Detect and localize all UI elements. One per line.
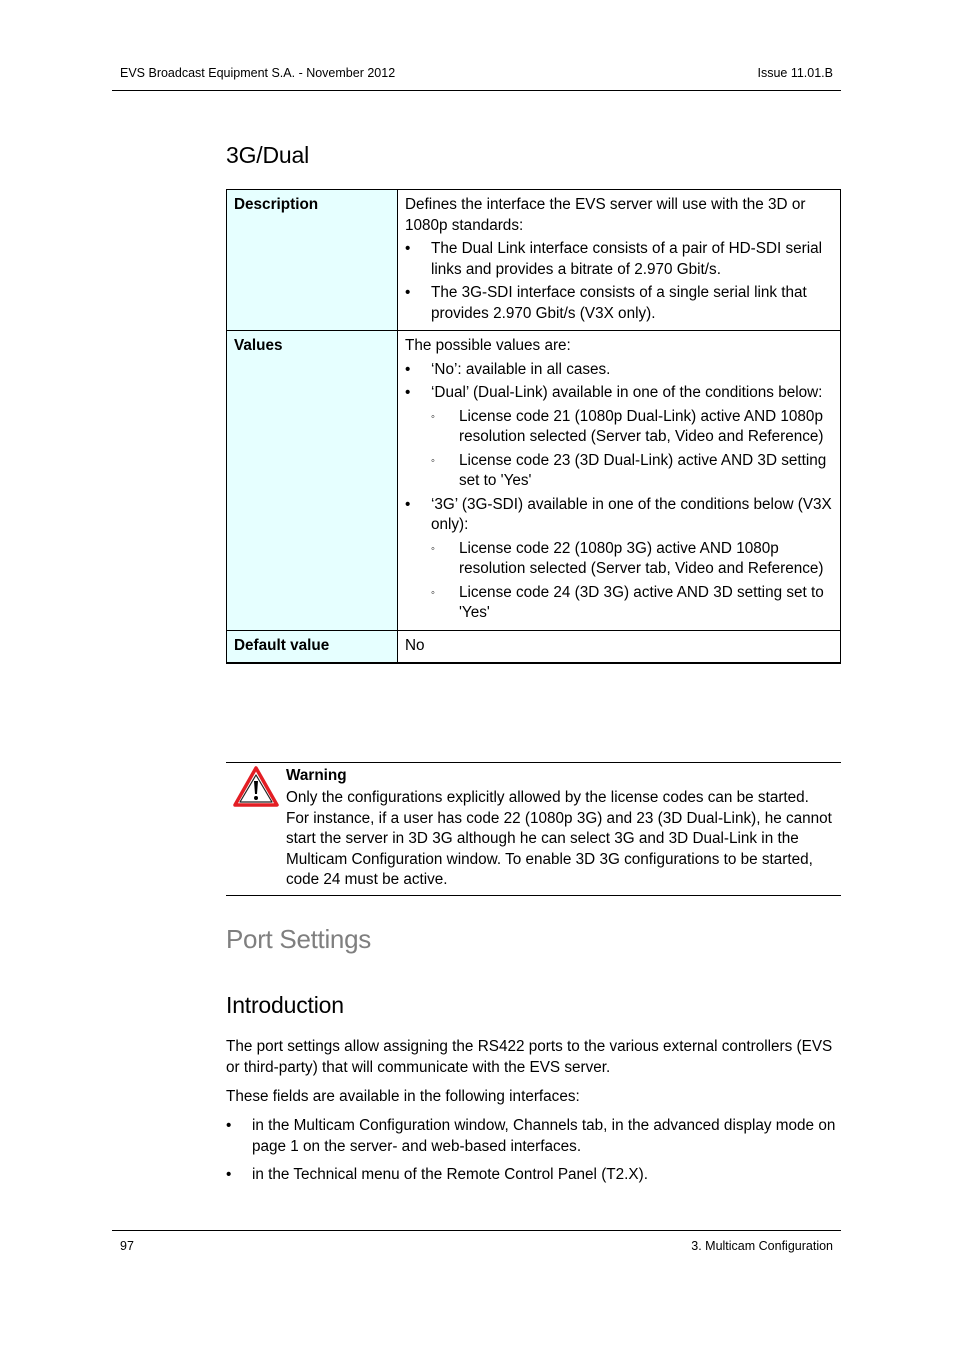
values-cell: [398, 331, 841, 631]
warning-text: Only the configurations explicitly allowed by the license codes can be started. For instance, if a user has code 22 (1080p 3G) and 23 (3D Dual-Link), he cannot start the server in 3D 3G although he can select 3G and 3D Dual-Link in the Multicam Configuration window. To enable 3D 3G configurations to be started, code 24 must be active.: [286, 789, 832, 889]
table-row-default: [227, 630, 841, 663]
list-item: • ‘3G’ (3G-SDI) available in one of the conditions below (V3X only):: [405, 495, 832, 533]
sub-list-item: ◦ License code 24 (3D 3G) active AND 3D setting set to 'Yes': [431, 583, 824, 621]
description-intro: Defines the interface the EVS server will use with the 3D or 1080p standards:: [405, 196, 806, 234]
table-row-values: [227, 331, 841, 631]
parameter-table: [226, 189, 841, 664]
warning-box: [226, 762, 841, 896]
section-title-port-settings: Port Settings: [226, 924, 371, 954]
warning-triangle-icon: [233, 766, 279, 808]
footer-chapter: 3. Multicam Configuration: [691, 1239, 833, 1253]
section-title-3g-dual: 3G/Dual: [226, 142, 309, 168]
introduction-paragraph-1: The port settings allow assigning the RS422 ports to the various external controllers (EVS or third-party) that will communicate with the EVS server.: [226, 1038, 833, 1076]
sub-list-item: ◦ License code 23 (3D Dual-Link) active AND 3D setting set to 'Yes': [431, 451, 827, 489]
list-item: • ‘Dual’ (Dual-Link) available in one of the conditions below:: [405, 384, 823, 401]
default-label: Default value: [227, 630, 398, 663]
list-item: • ‘No’: available in all cases.: [405, 360, 611, 378]
list-item: • in the Multicam Configuration window, Channels tab, in the advanced display mode on page 1 on the server- and web-based interfaces.: [226, 1117, 836, 1155]
default-value: No: [398, 630, 841, 663]
description-cell: [398, 190, 841, 331]
sub-list-item: ◦ License code 22 (1080p 3G) active AND 1080p resolution selected (Server tab, Video and Reference): [431, 539, 824, 577]
sub-list-item: ◦ License code 21 (1080p Dual-Link) active AND 1080p resolution selected (Server tab, Video and Reference): [431, 407, 824, 445]
header-issue: Issue 11.01.B: [757, 66, 833, 80]
page-header: [112, 66, 841, 91]
warning-title: Warning: [286, 767, 347, 784]
list-item: • The Dual Link interface consists of a pair of HD-SDI serial links and provides a bitrate of 2.970 Gbit/s.: [405, 240, 823, 278]
table-row-description: [227, 190, 841, 331]
description-label: Description: [227, 190, 398, 331]
page-footer: [112, 1230, 841, 1253]
header-company-date: EVS Broadcast Equipment S.A. - November 2012: [120, 66, 396, 80]
values-label: Values: [227, 331, 398, 631]
page-number: 97: [120, 1239, 134, 1253]
introduction-paragraph-2: These fields are available in the following interfaces:: [226, 1088, 580, 1105]
list-item: • in the Technical menu of the Remote Control Panel (T2.X).: [226, 1166, 648, 1183]
subsection-title-introduction: Introduction: [226, 992, 344, 1018]
values-intro: The possible values are:: [405, 337, 571, 354]
list-item: • The 3G-SDI interface consists of a single serial link that provides 2.970 Gbit/s (V3X only).: [405, 284, 807, 322]
